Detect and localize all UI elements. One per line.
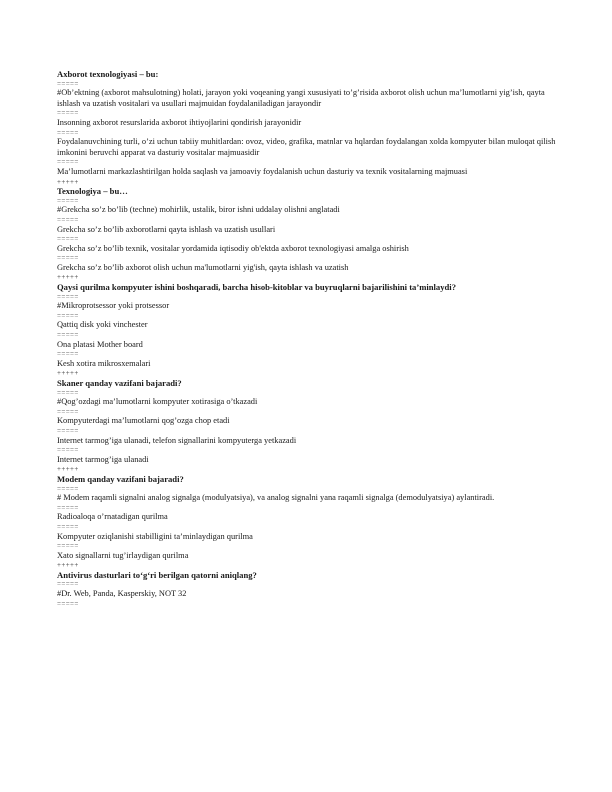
answer-option: Grekcha so’z bo’lib texnik, vositalar yordamida iqtisodiy ob'ektda axborot texnologiyasi amalga oshirish — [57, 243, 409, 253]
answer-option: #Ob’ektning (axborot mahsulotning) holati, jarayon yoki voqeaning yangi xususiyati to’g’risida axborot olish uchun ma’lumotlarni yig’ish, qayta ishlash va uzatish vositalari va usullari majmuidan foydalaniladigan jarayondir — [57, 88, 547, 108]
question-text: Modem qanday vazifani bajaradi? — [57, 473, 184, 484]
answer-option: Radioaloqa o’rnatadigan qurilma — [57, 512, 168, 522]
question-text: Qaysi qurilma kompyuter ishini boshqaradi, barcha hisob-kitoblar va buyruqlarni bajarilishini ta’minlaydi? — [57, 282, 456, 293]
separator-line: ===== — [57, 446, 79, 455]
answer-option: #Mikroprotsessor yoki protsessor — [57, 301, 170, 311]
separator-line: ===== — [57, 426, 79, 435]
answer-option: Internet tarmog’iga ulanadi, telefon signallarini kompyuterga yetkazadi — [57, 435, 297, 445]
separator-line: ===== — [57, 580, 79, 589]
answer-option: Qattiq disk yoki vinchester — [57, 320, 148, 330]
separator-line: +++++ — [57, 177, 79, 186]
question-text: Antivirus dasturlari to‘g‘ri berilgan qatorni aniqlang? — [57, 569, 257, 580]
answer-option: Kompyuterdagi ma’lumotlarni qog’ozga chop etadi — [57, 416, 230, 426]
answer-option: Grekcha so’z bo’lib axborot olish uchun ma'lumotlarni yig'ish, qayta ishlash va uzatish — [57, 262, 349, 272]
separator-line: ===== — [57, 311, 79, 320]
separator-line: ===== — [57, 79, 79, 88]
answer-option: #Grekcha so’z bo’lib (techne) mohirlik, ustalik, biror ishni uddalay olishni anglatadi — [57, 205, 340, 215]
separator-line: +++++ — [57, 561, 79, 570]
separator-line: ===== — [57, 158, 79, 167]
question-text: Axborot texnologiyasi – bu: — [57, 69, 159, 79]
answer-option: Kesh xotira mikrosxemalari — [57, 358, 151, 368]
separator-line: ===== — [57, 407, 79, 416]
separator-line: +++++ — [57, 369, 79, 378]
answer-option: Foydalanuvchining turli, o’zi uchun tabiiy muhitlardan: ovoz, video, grafika, matnlar va hqlardan foydalangan xolda kompyuter bilan muloqat qilish imkonini beruvchi apparat va dasturiy vositalar majmuasidir — [57, 137, 558, 157]
answer-option: Internet tarmog’iga ulanadi — [57, 454, 149, 464]
separator-line: ===== — [57, 503, 79, 512]
separator-line: ===== — [57, 484, 79, 493]
separator-line: ===== — [57, 292, 79, 301]
separator-line: ===== — [57, 128, 79, 137]
separator-line: ===== — [57, 196, 79, 205]
answer-option: Xato signallarni tug’irlaydigan qurilma — [57, 550, 189, 560]
separator-line: ===== — [57, 522, 79, 531]
separator-line: ===== — [57, 542, 79, 551]
answer-option: # Modem raqamli signalni analog signalga (modulyatsiya), va analog signalni yana raqamli signalga (demodulyatsiya) aylantiradi. — [57, 493, 495, 503]
answer-option: #Dr. Web, Panda, Kasperskiy, NOT 32 — [57, 589, 187, 599]
separator-line: +++++ — [57, 465, 79, 474]
separator-line: ===== — [57, 254, 79, 263]
separator-line: +++++ — [57, 273, 79, 282]
separator-line: ===== — [57, 215, 79, 224]
separator-line: ===== — [57, 331, 79, 340]
separator-line: ===== — [57, 350, 79, 359]
answer-option: Ma’lumotlarni markazlashtirilgan holda saqlash va jamoaviy foydalanish uchun dasturiy va texnik vositalarning majmuasi — [57, 166, 468, 176]
separator-line: ===== — [57, 109, 79, 118]
question-text: Texnologiya – bu… — [57, 186, 128, 197]
answer-option: #Qog’ozdagi ma’lumotlarni kompyuter xotirasiga o’tkazadi — [57, 397, 258, 407]
separator-line: ===== — [57, 235, 79, 244]
answer-option: Ona platasi Mother board — [57, 339, 143, 349]
separator-line: ===== — [57, 599, 79, 608]
answer-option: Kompyuter oziqlanishi stabilligini ta’minlaydigan qurilma — [57, 531, 253, 541]
answer-option: Grekcha so’z bo’lib axborotlarni qayta ishlash va uzatish usullari — [57, 224, 276, 234]
separator-line: ===== — [57, 388, 79, 397]
question-text: Skaner qanday vazifani bajaradi? — [57, 378, 182, 388]
answer-option: Insonning axborot resurslarida axborot ihtiyojlarini qondirish jarayonidir — [57, 117, 302, 127]
